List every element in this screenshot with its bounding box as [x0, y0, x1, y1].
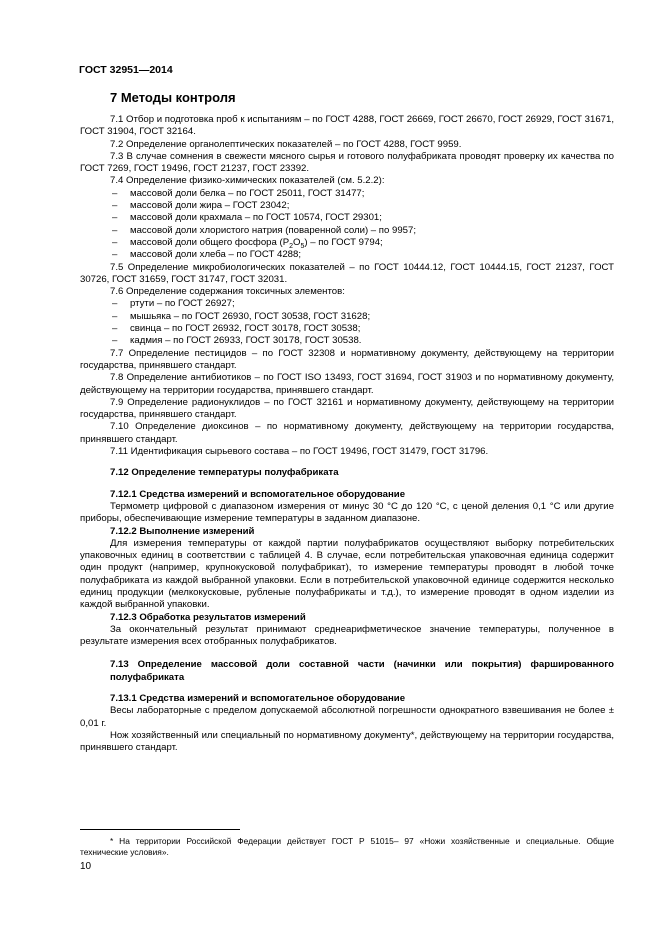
heading-7-12-1: 7.12.1 Средства измерений и вспомогательное оборудование [110, 488, 406, 500]
heading-7-12: 7.12 Определение температуры полуфабриката [110, 467, 339, 479]
paragraph-7-5: 7.5 Определение микробиологических показателей – по ГОСТ 10444.12, ГОСТ 10444.15, ГОСТ 21237, ГОСТ 30726, ГОСТ 31659, ГОСТ 31747, ГОСТ 32031. [80, 261, 614, 285]
paragraph-7-6: 7.6 Определение содержания токсичных элементов: [110, 286, 345, 298]
list-item: – массовой доли хлористого натрия (поваренной соли) – по 9957; [80, 225, 614, 237]
paragraph-7-12-2: Для измерения температуры от каждой партии полуфабрикатов осуществляют выборку потребительских упаковочных единиц в соответствии с таблицей 4. В случае, если потребительская упаковочная единица содержит один продукт (например, крупнокусковой полуфабрикат), то измерение температуры проводят в любой точке полуфабриката из каждой выбранной упаковки. Если в потребительской упаковочной единице содержится несколько единиц продукции (мелкокусковые, рубленые полуфабрикаты и т.д.), то измерение проводят в одном изделии из каждой выбранной упаковки. [80, 537, 614, 611]
running-header: ГОСТ 32951—2014 [79, 64, 173, 76]
heading-7-12-2: 7.12.2 Выполнение измерений [110, 525, 255, 537]
paragraph-7-13-1-knife: Нож хозяйственный или специальный по нормативному документу*, действующему на территории государства, принявшего стандарт. [80, 729, 614, 754]
list-item: – кадмия – по ГОСТ 26933, ГОСТ 30178, ГОСТ 30538. [80, 335, 614, 347]
list-item-phosphorus: – массовой доли общего фосфора $(P_2O_5)$ – по ГОСТ 9794; [80, 237, 614, 249]
paragraph-7-13-1-scales: Весы лабораторные с пределом допускаемой абсолютной погрешности однократного взвешивания не более ± 0,01 г. [80, 705, 614, 729]
heading-7-13-1: 7.13.1 Средства измерений и вспомогательное оборудование [110, 693, 406, 705]
document-body [80, 114, 614, 755]
paragraph-7-11: 7.11 Идентификация сырьевого состава – по ГОСТ 19496, ГОСТ 31479, ГОСТ 31796. [110, 446, 489, 458]
paragraph-7-4: 7.4 Определение физико-химических показателей (см. 5.2.2): [110, 175, 385, 187]
footnote-divider [80, 829, 240, 830]
list-item: – массовой доли хлеба – по ГОСТ 4288; [80, 249, 614, 261]
paragraph-7-2: 7.2 Определение органолептических показателей – по ГОСТ 4288, ГОСТ 9959. [110, 138, 462, 150]
paragraph-7-10: 7.10 Определение диоксинов – по нормативному документу, действующему на территории государства, принявшего стандарт. [80, 421, 614, 445]
list-item: – массовой доли белка – по ГОСТ 25011, ГОСТ 31477; [80, 188, 614, 200]
footnote: * На территории Российской Федерации действует ГОСТ Р 51015– 97 «Ножи хозяйственные и специальные. Общие технические условия». [80, 836, 614, 857]
paragraph-7-12-3: За окончательный результат принимают среднеарифметическое значение температуры, полученное в результате измерения всех отобранных полуфабрикатов. [80, 623, 614, 648]
paragraph-7-12-1: Термометр цифровой с диапазоном измерения от минус 30 °С до 120 °С, с ценой деления 0,1 °С или другие приборы, обеспечивающие измерение температуры в заданном диапазоне. [80, 500, 614, 525]
page-number: 10 [80, 861, 92, 872]
paragraph-7-8: 7.8 Определение антибиотиков – по ГОСТ ISO 13493, ГОСТ 31694, ГОСТ 31903 и по нормативному документу, действующему на территории государства, принявшего стандарт. [80, 372, 614, 396]
paragraph-7-7: 7.7 Определение пестицидов – по ГОСТ 32308 и нормативному документу, действующему на территории государства, принявшего стандарт. [80, 347, 614, 371]
paragraph-7-3: 7.3 В случае сомнения в свежести мясного сырья и готового полуфабриката проводят проверку их качества по ГОСТ 7269, ГОСТ 19496, ГОСТ 21237, ГОСТ 23392. [80, 150, 614, 175]
list-item: – мышьяка – по ГОСТ 26930, ГОСТ 30538, ГОСТ 31628; [80, 311, 614, 323]
list-item: – ртути – по ГОСТ 26927; [80, 298, 614, 310]
section-title: 7 Методы контроля [110, 90, 236, 105]
paragraph-7-9: 7.9 Определение радионуклидов – по ГОСТ 32161 и нормативному документу, действующему на территории государства, принявшего стандарт. [80, 396, 614, 421]
list-item: – свинца – по ГОСТ 26932, ГОСТ 30178, ГОСТ 30538; [80, 323, 614, 335]
list-item: – массовой доли жира – ГОСТ 23042; [80, 200, 614, 212]
heading-7-13: 7.13 Определение массовой доли составной части (начинки или покрытия) фаршированного полуфабриката [110, 659, 614, 683]
paragraph-7-1: 7.1 Отбор и подготовка проб к испытаниям – по ГОСТ 4288, ГОСТ 26669, ГОСТ 26670, ГОСТ 26929, ГОСТ 31671, ГОСТ 31904, ГОСТ 32164. [80, 114, 614, 138]
heading-7-12-3: 7.12.3 Обработка результатов измерений [110, 611, 306, 623]
list-item: – массовой доли крахмала – по ГОСТ 10574, ГОСТ 29301; [80, 212, 614, 224]
